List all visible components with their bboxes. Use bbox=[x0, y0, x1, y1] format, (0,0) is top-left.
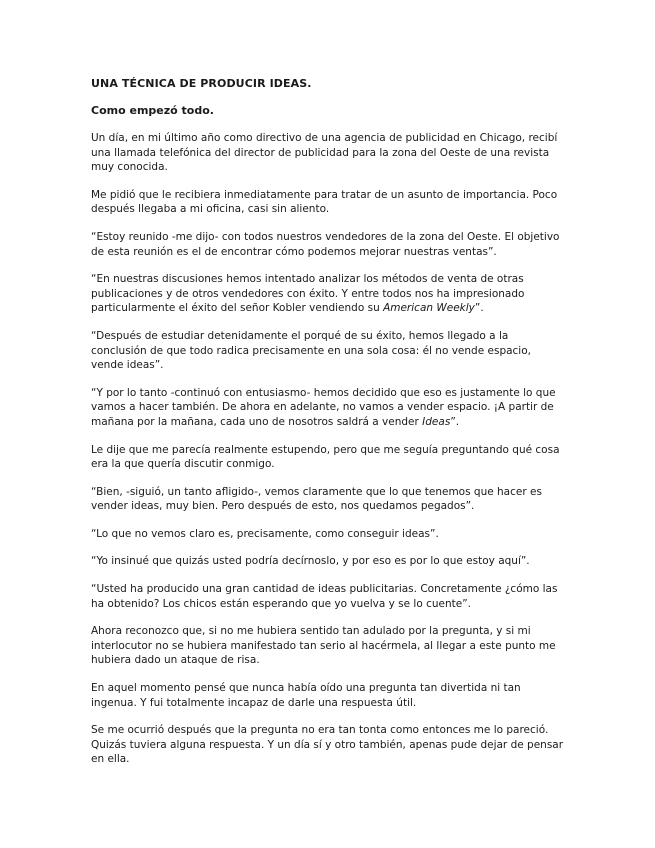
paragraph: Me pidió que le recibiera inmediatamente para tratar de un asunto de importancia. Poco después llegaba a mi oficina, casi sin aliento. bbox=[91, 188, 558, 216]
paragraph: “Estoy reunido -me dijo- con todos nuestros vendedores de la zona del Oeste. El objetivo de esta reunión es el de encontrar cómo podemos mejorar nuestras ventas”. bbox=[91, 230, 560, 258]
paragraph: En aquel momento pensé que nunca había oído una pregunta tan divertida ni tan ingenua. Y fui totalmente incapaz de darle una respuesta útil. bbox=[91, 682, 521, 709]
document-subtitle: Como empezó todo. bbox=[91, 104, 214, 117]
paragraph-text: “Y por lo tanto -continuó con entusiasmo- hemos decidido que eso es justamente lo que vamos a hacer también. De ahora en adelante, no vamos a vender espacio. ¡A partir de mañana por la mañana, cada uno de nosotros saldrá a vender bbox=[91, 386, 556, 428]
paragraph: “Después de estudiar detenidamente el porqué de su éxito, hemos llegado a la conclusión de que todo radica precisamente en una sola cosa: él no vende espacio, vende ideas”. bbox=[91, 329, 531, 372]
paragraph: “Usted ha producido una gran cantidad de ideas publicitarias. Concretamente ¿cómo las ha obtenido? Los chicos están esperando que yo vuelva y se lo cuente”. bbox=[91, 583, 558, 610]
paragraph-text: “En nuestras discusiones hemos intentado analizar los métodos de venta de otras publicaciones y de otros vendedores con éxito. Y entre todos nos ha impresionado particularmente el éxito del señor Kobler vendiendo su bbox=[91, 273, 525, 315]
document-page bbox=[91, 77, 565, 767]
paragraph: Ahora reconozco que, si no me hubiera sentido tan adulado por la pregunta, y si mi interlocutor no se hubiera manifestado tan serio al hacérmela, al llegar a este punto me hubiera dado un ataque de risa. bbox=[91, 625, 556, 667]
paragraph-text: ”. bbox=[450, 415, 460, 428]
publication-name: American Weekly bbox=[383, 302, 475, 315]
paragraph-text: ”. bbox=[474, 302, 484, 315]
emphasis-ideas: Ideas bbox=[422, 415, 451, 428]
paragraph: “Bien, -siguió, un tanto afligido-, vemos claramente que lo que tenemos que hacer es vender ideas, muy bien. Pero después de esto, nos quedamos pegados”. bbox=[91, 485, 542, 513]
paragraph bbox=[91, 386, 565, 430]
paragraph bbox=[91, 272, 565, 316]
paragraph: “Yo insinué que quizás usted podría decírnoslo, y por eso es por lo que estoy aquí”. bbox=[91, 555, 530, 568]
paragraph: Un día, en mi último año como directivo de una agencia de publicidad en Chicago, recibí una llamada telefónica del director de publicidad para la zona del Oeste de una revista muy conocida. bbox=[91, 132, 558, 174]
document-title: UNA TÉCNICA DE PRODUCIR IDEAS. bbox=[91, 77, 312, 90]
paragraph: Se me ocurrió después que la pregunta no era tan tonta como entonces me lo pareció. Quizás tuviera alguna respuesta. Y un día sí y otro también, apenas pude dejar de pensar en ella. bbox=[91, 724, 564, 766]
paragraph: “Lo que no vemos claro es, precisamente, como conseguir ideas”. bbox=[91, 527, 439, 540]
paragraph: Le dije que me parecía realmente estupendo, pero que me seguía preguntando qué cosa era la que quería discutir conmigo. bbox=[91, 443, 560, 471]
